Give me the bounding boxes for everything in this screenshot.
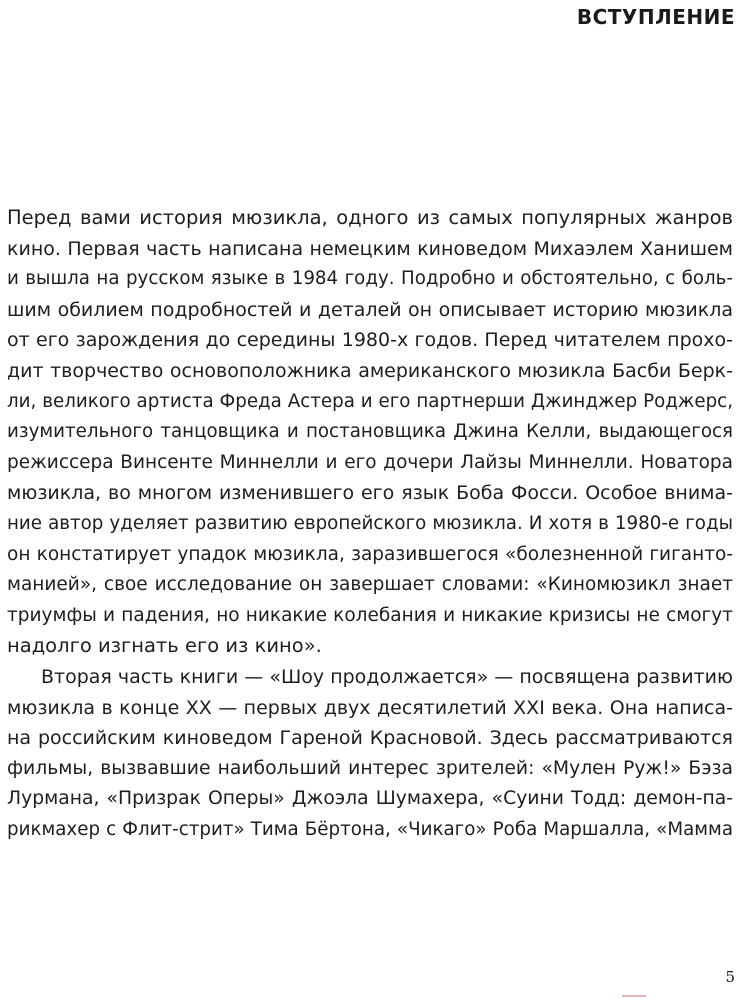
text-line: дит творчество основоположника американского мюзикла Басби Берк- <box>7 359 733 382</box>
text-line: Перед вами история мюзикла, одного из самых популярных жанров <box>7 206 733 229</box>
paragraph-1 <box>7 203 733 662</box>
paragraph-2 <box>7 662 733 846</box>
text-line: ние автор уделяет развитию европейского мюзикла. И хотя в 1980-е годы <box>7 512 733 534</box>
text-line: фильмы, вызвавшие наибольший интерес зрителей: «Мулен Руж!» Бэза <box>7 757 733 779</box>
text-line: режиссера Винсенте Миннелли и его дочери Лайзы Миннелли. Новатора <box>7 451 733 473</box>
text-line: триумфы и падения, но никакие колебания и никакие кризисы не смогут <box>7 604 733 626</box>
text-line: манией», свое исследование он завершает словами: «Киномюзикл знает <box>7 574 733 596</box>
decorative-mark <box>622 995 646 997</box>
text-line: Вторая часть книги — «Шоу продолжается» — посвящена развитию <box>41 665 733 688</box>
text-line: изумительного танцовщика и постановщика Джина Келли, выдающегося <box>7 421 733 443</box>
text-line: он констатирует упадок мюзикла, заразившегося «болезненной гиганто- <box>7 543 733 565</box>
text-line: от его зарождения до середины 1980-х годов. Перед читателем прохо- <box>7 329 733 352</box>
text-line: шим обилием подробностей и деталей он описывает историю мюзикла <box>7 298 733 321</box>
text-line: и вышла на русском языке в 1984 году. Подробно и обстоятельно, с боль- <box>7 268 733 290</box>
text-line: мюзикла в конце XX — первых двух десятилетий XXI века. Она написа- <box>7 696 733 719</box>
text-line: Лурмана, «Призрак Оперы» Джоэла Шумахера, «Суини Тодд: демон-па- <box>7 788 733 810</box>
text-line: мюзикла, во многом изменившего его язык Боба Фосси. Особое внима- <box>7 482 733 505</box>
text-line: ли, великого артиста Фреда Астера и его партнерши Джинджер Роджерс, <box>7 390 733 412</box>
page-number: 5 <box>725 968 735 986</box>
text-line: кино. Первая часть написана немецким киноведом Михаэлем Ханишем <box>7 237 733 260</box>
text-line: на российским киноведом Гареной Красновой. Здесь рассматриваются <box>7 727 733 750</box>
text-line: рикмахер с Флит-стрит» Тима Бёртона, «Чикаго» Роба Маршалла, «Мамма <box>7 818 733 840</box>
body-text <box>7 203 733 845</box>
running-header: ВСТУПЛЕНИЕ <box>576 5 735 29</box>
text-line: надолго изгнать его из кино». <box>7 634 322 658</box>
